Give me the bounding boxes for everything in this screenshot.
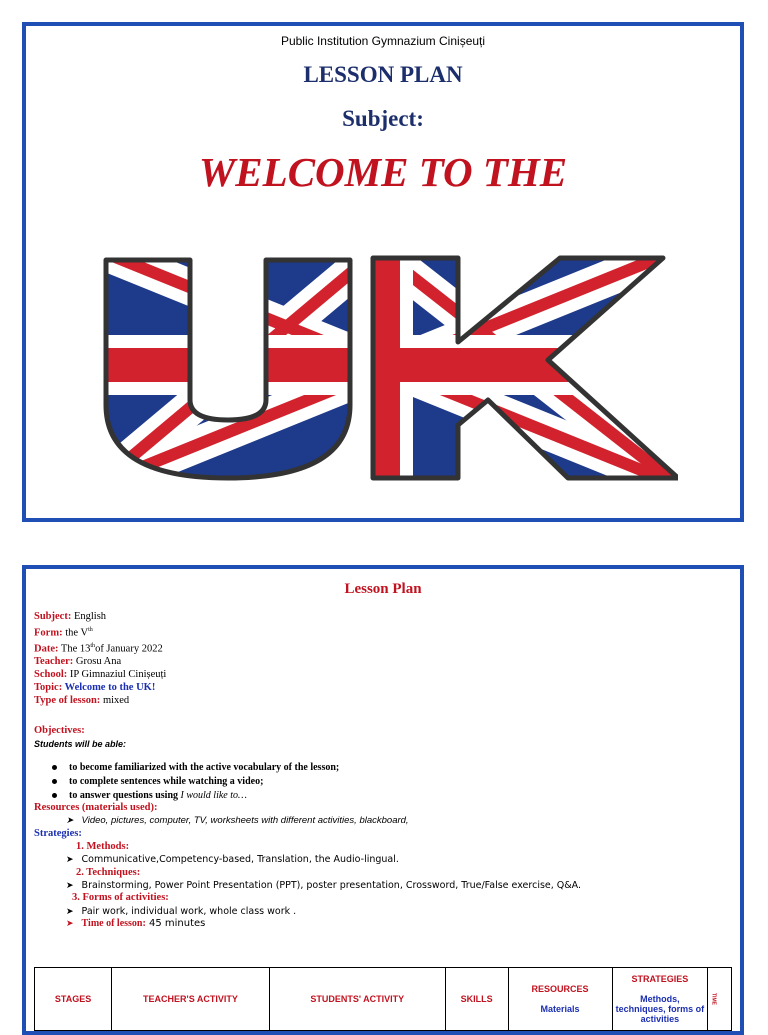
meta-subject: Subject: English: [34, 611, 107, 622]
bullet-icon: [52, 779, 57, 784]
bullet-icon: [52, 793, 57, 798]
subject-label: Subject:: [342, 106, 424, 131]
resources-item: ➤ Video, pictures, computer, TV, worksheets with different activities, blackboard,: [66, 815, 409, 826]
table-header-row: [35, 968, 732, 1031]
strategies-label: Strategies:: [34, 828, 82, 839]
arrow-bullet-icon: ➤: [66, 881, 74, 891]
techniques-label: 2. Techniques:: [76, 867, 141, 878]
plan-meta: [34, 611, 166, 708]
institution-name: Public Institution Gymnazium Cinișeuți: [280, 34, 486, 48]
col-time: TIME: [708, 968, 732, 1031]
arrow-bullet-icon: ➤: [66, 907, 74, 917]
objectives-intro: Students will be able:: [34, 739, 127, 749]
cover-title: WELCOME TO THE: [198, 149, 568, 195]
lesson-plan-heading: LESSON PLAN: [303, 62, 463, 87]
col-resources: RESOURCES Materials: [508, 968, 612, 1031]
objective-item: to answer questions using I would like to…: [52, 790, 247, 801]
meta-school: School: IP Gimnaziul Cinișeuți: [34, 669, 167, 681]
uk-flag-letters-image: [98, 250, 678, 485]
time-item: ➤ Time of lesson: 45 minutes: [66, 918, 206, 929]
techniques-item: ➤ Brainstorming, Power Point Presentation (PPT), poster presentation, Crossword, True/False exercise, Q&A.: [66, 880, 582, 891]
plan-title: Lesson Plan: [344, 581, 422, 597]
bullet-icon: [52, 765, 57, 770]
col-teacher-activity: TEACHER'S ACTIVITY: [112, 968, 270, 1031]
methods-item: ➤ Communicative,Competency-based, Translation, the Audio-lingual.: [66, 854, 399, 865]
arrow-bullet-icon: ➤: [66, 855, 74, 865]
objective-item: to become familiarized with the active vocabulary of the lesson;: [52, 762, 339, 773]
forms-item: ➤ Pair work, individual work, whole class work .: [66, 906, 297, 917]
stages-table: [34, 967, 732, 1031]
meta-date: Date: The 13thof January 2022: [34, 643, 163, 655]
objective-item: to complete sentences while watching a video;: [52, 776, 263, 787]
meta-topic: Topic: Welcome to the UK!: [34, 681, 156, 693]
meta-teacher: Teacher: Grosu Ana: [34, 656, 122, 668]
resources-label: Resources (materials used):: [34, 802, 158, 813]
meta-type: Type of lesson: mixed: [34, 694, 130, 706]
arrow-bullet-icon: ➤: [66, 919, 74, 929]
methods-label: 1. Methods:: [76, 841, 130, 852]
objectives-label: Objectives:: [34, 725, 85, 736]
col-stages: STAGES: [35, 968, 112, 1031]
meta-form: Form: the Vth: [34, 626, 93, 639]
col-students-activity: STUDENTS' ACTIVITY: [269, 968, 445, 1031]
arrow-bullet-icon: ➤: [66, 815, 74, 825]
col-skills: SKILLS: [445, 968, 508, 1031]
lesson-plan-page: [22, 565, 744, 1035]
cover-page: [22, 22, 744, 522]
col-strategies: STRATEGIES Methods, techniques, forms of activities: [612, 968, 708, 1031]
forms-label: 3. Forms of activities:: [72, 892, 169, 903]
